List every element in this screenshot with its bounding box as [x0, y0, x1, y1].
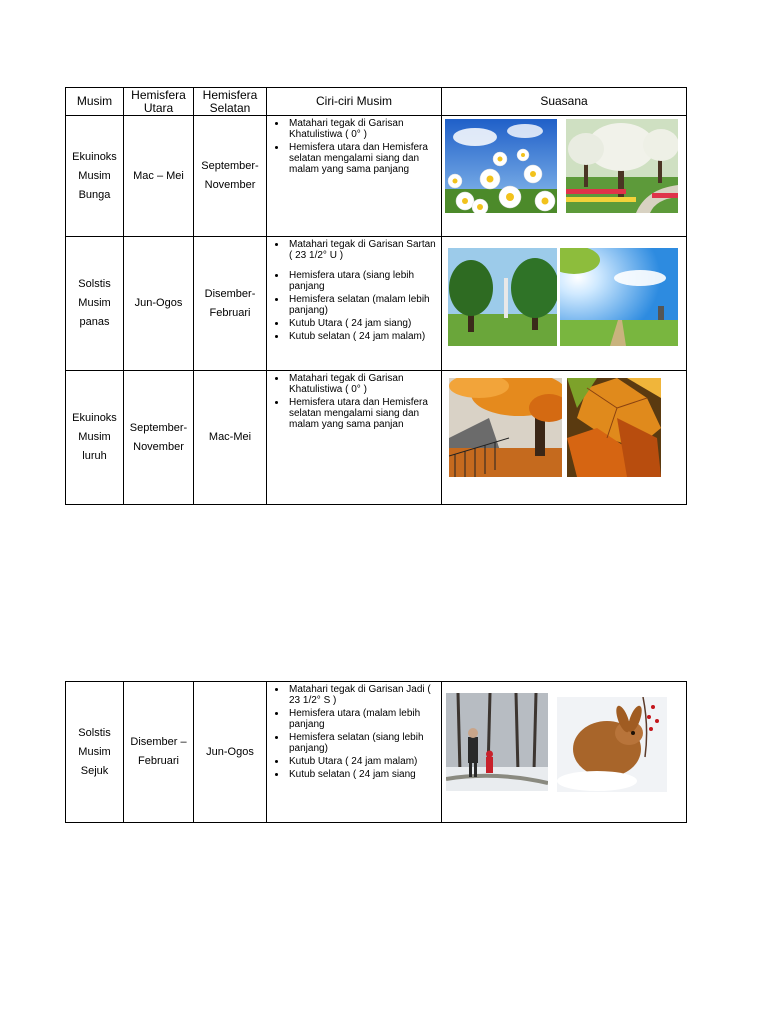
header-ciri-ciri: Ciri-ciri Musim [267, 88, 442, 116]
utara-cell: Mac – Mei [124, 116, 194, 237]
suasana-cell [442, 116, 687, 237]
feature-item: • Hemisfera selatan (siang lebih panjang) [287, 732, 441, 754]
header-hemisfera-selatan: Hemisfera Selatan [194, 88, 267, 116]
winter-park-people-photo [446, 693, 548, 791]
header-musim: Musim [66, 88, 124, 116]
suasana-cell [442, 371, 687, 505]
table-row [66, 371, 687, 505]
musim-cell: Ekuinoks Musim luruh [66, 371, 124, 505]
suasana-cell [442, 237, 687, 371]
feature-item: • Hemisfera utara dan Hemisfera selatan mengalami siang dan malam yang sama panjan [287, 397, 441, 430]
utara-cell: September- November [124, 371, 194, 505]
ciri-cell [267, 682, 442, 823]
feature-item: • Hemisfera selatan (malam lebih panjang) [287, 294, 441, 316]
feature-item: • Hemisfera utara (siang lebih panjang [287, 270, 441, 292]
ciri-cell [267, 371, 442, 505]
feature-item: • Kutub selatan ( 24 jam siang [287, 769, 441, 780]
feature-item: • Kutub selatan ( 24 jam malam) [287, 331, 441, 342]
feature-item: • Matahari tegak di Garisan Khatulistiwa ( 0° ) [287, 373, 441, 395]
musim-cell: Solstis Musim panas [66, 237, 124, 371]
selatan-cell: Mac-Mei [194, 371, 267, 505]
selatan-cell: Disember- Februari [194, 237, 267, 371]
ciri-cell [267, 237, 442, 371]
daisy-flowers-photo [445, 119, 557, 213]
feature-item: • Hemisfera utara (malam lebih panjang [287, 708, 441, 730]
blossom-trees-park-photo [566, 119, 678, 213]
sunny-countryside-path-photo [560, 248, 678, 346]
selatan-cell: September- November [194, 116, 267, 237]
header-hemisfera-utara: Hemisfera Utara [124, 88, 194, 116]
header-row [66, 88, 687, 116]
feature-item: • Matahari tegak di Garisan Khatulistiwa ( 0° ) [287, 118, 441, 140]
suasana-cell [442, 682, 687, 823]
seasons-table-continued [65, 681, 687, 823]
utara-cell: Disember – Februari [124, 682, 194, 823]
feature-item: • Hemisfera utara dan Hemisfera selatan mengalami siang dan malam yang sama panjang [287, 142, 441, 175]
feature-item: • Kutub Utara ( 24 jam malam) [287, 756, 441, 767]
table-row [66, 682, 687, 823]
summer-trees-meadow-photo [448, 248, 557, 346]
rabbit-in-snow-photo [557, 697, 667, 792]
table-row [66, 237, 687, 371]
autumn-street-trees-photo [449, 378, 562, 477]
feature-item: • Matahari tegak di Garisan Sartan ( 23 1/2° U ) [287, 239, 441, 261]
table-row [66, 116, 687, 237]
autumn-maple-leaves-photo [567, 378, 661, 477]
selatan-cell: Jun-Ogos [194, 682, 267, 823]
ciri-cell [267, 116, 442, 237]
feature-item: • Kutub Utara ( 24 jam siang) [287, 318, 441, 329]
feature-item: • Matahari tegak di Garisan Jadi ( 23 1/2° S ) [287, 684, 441, 706]
utara-cell: Jun-Ogos [124, 237, 194, 371]
seasons-table [65, 87, 687, 505]
header-suasana: Suasana [442, 88, 687, 116]
musim-cell: Solstis Musim Sejuk [66, 682, 124, 823]
musim-cell: Ekuinoks Musim Bunga [66, 116, 124, 237]
